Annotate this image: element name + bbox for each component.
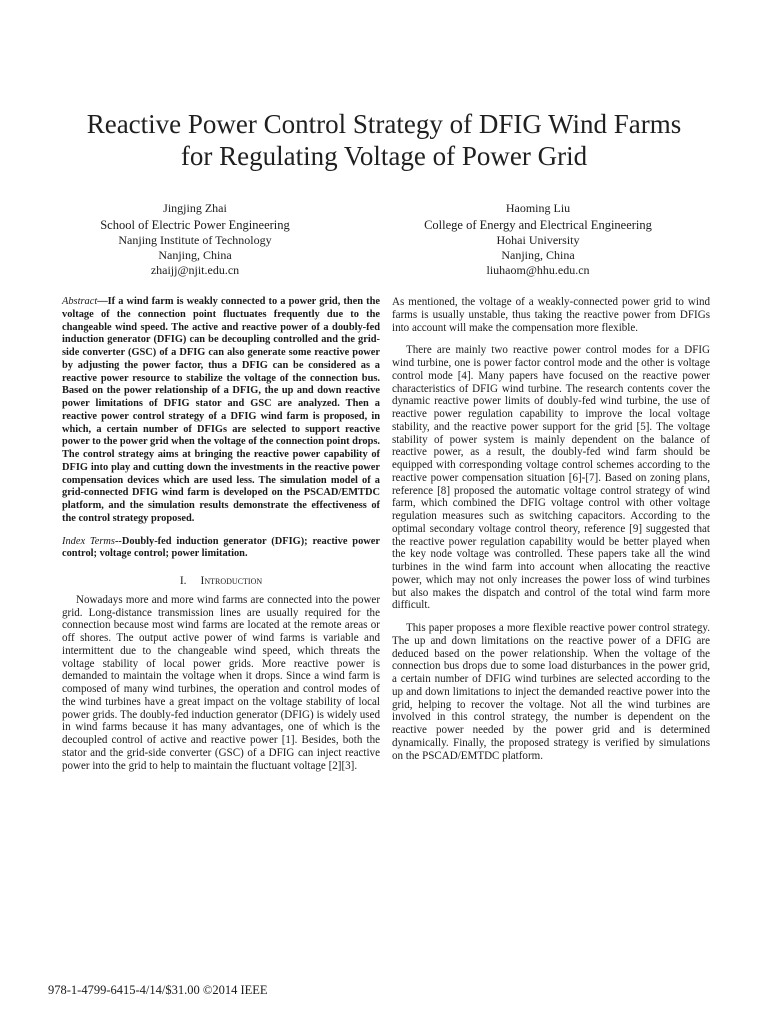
title-line-1: Reactive Power Control Strategy of DFIG Wind Farms bbox=[86, 109, 682, 139]
section-number: I. bbox=[179, 575, 187, 587]
abstract-text: —If a wind farm is weakly connected to a power grid, then the voltage of the connection point fluctuates frequently due to the changeable wind speed. The active and reactive power of a doubly-fed induction generator (DFIG) can be decoupling controlled and the grid-side converter (GSC) of a DFIG can also generate some reactive power by adjusting the power factor, thus a DFIG can be considered as a reactive power resource to stabilize the voltage of the connection bus. Based on the power relationship of a DFIG, the up and down reactive power limitations of DFIG stator and GSC are analyzed. Then a reactive power control strategy of a DFIG wind farm is proposed, in which, a certain number of DFIGs are selected to support reactive power to the power grid when the voltage of the connection point drops. The control strategy aims at bringing the reactive power capability of DFIG into play and cutting down the investments in the reactive power compensation devices which are used less. The simulation model of a grid-connected DFIG wind farm is developed on the PSCAD/EMTDC platform, and the simulation results demonstrate the effectiveness of the control strategy proposed. bbox=[62, 296, 380, 524]
author-email: zhaijj@njit.edu.cn bbox=[150, 263, 240, 277]
index-terms-label: Index Terms bbox=[62, 535, 115, 547]
copyright-footer: 978-1-4799-6415-4/14/$31.00 ©2014 IEEE bbox=[48, 983, 268, 997]
author-institution: Nanjing Institute of Technology bbox=[118, 233, 272, 247]
author-name: Jingjing Zhai bbox=[163, 201, 227, 215]
index-terms-text: --Doubly-fed induction generator (DFIG); reactive power control; voltage control; power limitation. bbox=[62, 535, 381, 560]
body-paragraph: There are mainly two reactive power control modes for a DFIG wind turbine, one is power factor control mode and the other is voltage control mode [4]. Many papers have focused on the reactive power characteristics of DFIG wind turbine. The research contents cover the dynamic reactive power limits of doubly-fed wind turbine, the use of reactive power regulation capability to improve the local voltage stability, and the reactive power support for the grid [5]. The voltage stability of power system is mainly dependent on the balance of reactive power, as a result, the doubly-fed wind farm should be equipped with corresponding voltage control schemes according to the reactive power compensation situation [6]-[7]. Based on zoning plans, reference [8] proposed the automatic voltage control strategy of wind farm, which combined the DFIG voltage control with other voltage regulation measures such as switching capacitors. According to the optimal secondary voltage control theory, reference [9] suggested that the reactive power regulation capability would be better played when the key node voltage was controlled. These papers take all the wind turbines in the wind farm into account when allocating the reactive power, which may not only increases the power loss of wind turbines but also makes the dispatch and control of the total wind farm more difficult. bbox=[392, 344, 710, 612]
body-paragraph: Nowadays more and more wind farms are connected into the power grid. Long-distance transmission lines are usually required for the connection because most wind farms are located at the remote areas or off shores. The output active power of wind farms is variable and intermittent due to the changeable wind speed, which threats the voltage stability of local power grids. More reactive power is demanded to maintain the voltage when it drops. Since a wind farm is composed of many wind turbines, the operation and control modes of the wind turbines have a great impact on the voltage stability of local power grids. The doubly-fed induction generator (DFIG) is widely used in wind farms because it has many advantages, one of which is the decoupled control of active and reactive power [1]. Besides, both the stator and the grid-side converter (GSC) of a DFIG can inject reactive power into the grid to help to maintain the fluctuant voltage [2][3]. bbox=[62, 593, 380, 772]
author-affiliation: School of Electric Power Engineering bbox=[100, 218, 290, 232]
section-title: Introduction bbox=[200, 575, 263, 587]
right-column bbox=[392, 296, 710, 772]
author-email: liuhaom@hhu.edu.cn bbox=[486, 263, 590, 277]
author-name: Haoming Liu bbox=[505, 201, 571, 215]
body-paragraph: This paper proposes a more flexible reactive power control strategy. The up and down limitations on the reactive power of a DFIG are deduced based on the power relationship. When the voltage of the connection bus drops due to some load disturbances in the power grid, a certain number of DFIG wind turbines are selected according to the up and down limitations to inject the demanded reactive power into the grid, helping to recover the voltage. Not all the wind turbines are involved in this control strategy, the number is dependent on the reactive power needed by the power grid and is determined dynamically. Finally, the proposed strategy is verified by simulations on the PSCAD/EMTDC platform. bbox=[392, 622, 710, 762]
author-location: Nanjing, China bbox=[501, 248, 575, 262]
author-institution: Hohai University bbox=[496, 233, 580, 247]
index-terms bbox=[62, 536, 380, 562]
abstract-label: Abstract bbox=[62, 296, 98, 307]
author-location: Nanjing, China bbox=[158, 248, 232, 262]
author-block-2 bbox=[388, 201, 688, 278]
title-line-2: for Regulating Voltage of Power Grid bbox=[180, 141, 588, 171]
author-affiliation: College of Energy and Electrical Engineering bbox=[424, 218, 652, 232]
abstract bbox=[62, 296, 380, 526]
section-heading bbox=[62, 575, 380, 588]
author-block-1 bbox=[45, 201, 345, 278]
paper-title bbox=[30, 108, 738, 172]
left-column bbox=[62, 296, 380, 782]
body-paragraph: As mentioned, the voltage of a weakly-connected power grid to wind farms is usually unstable, thus taking the reactive power from DFIGs into account will make the compensation more flexible. bbox=[392, 296, 710, 334]
